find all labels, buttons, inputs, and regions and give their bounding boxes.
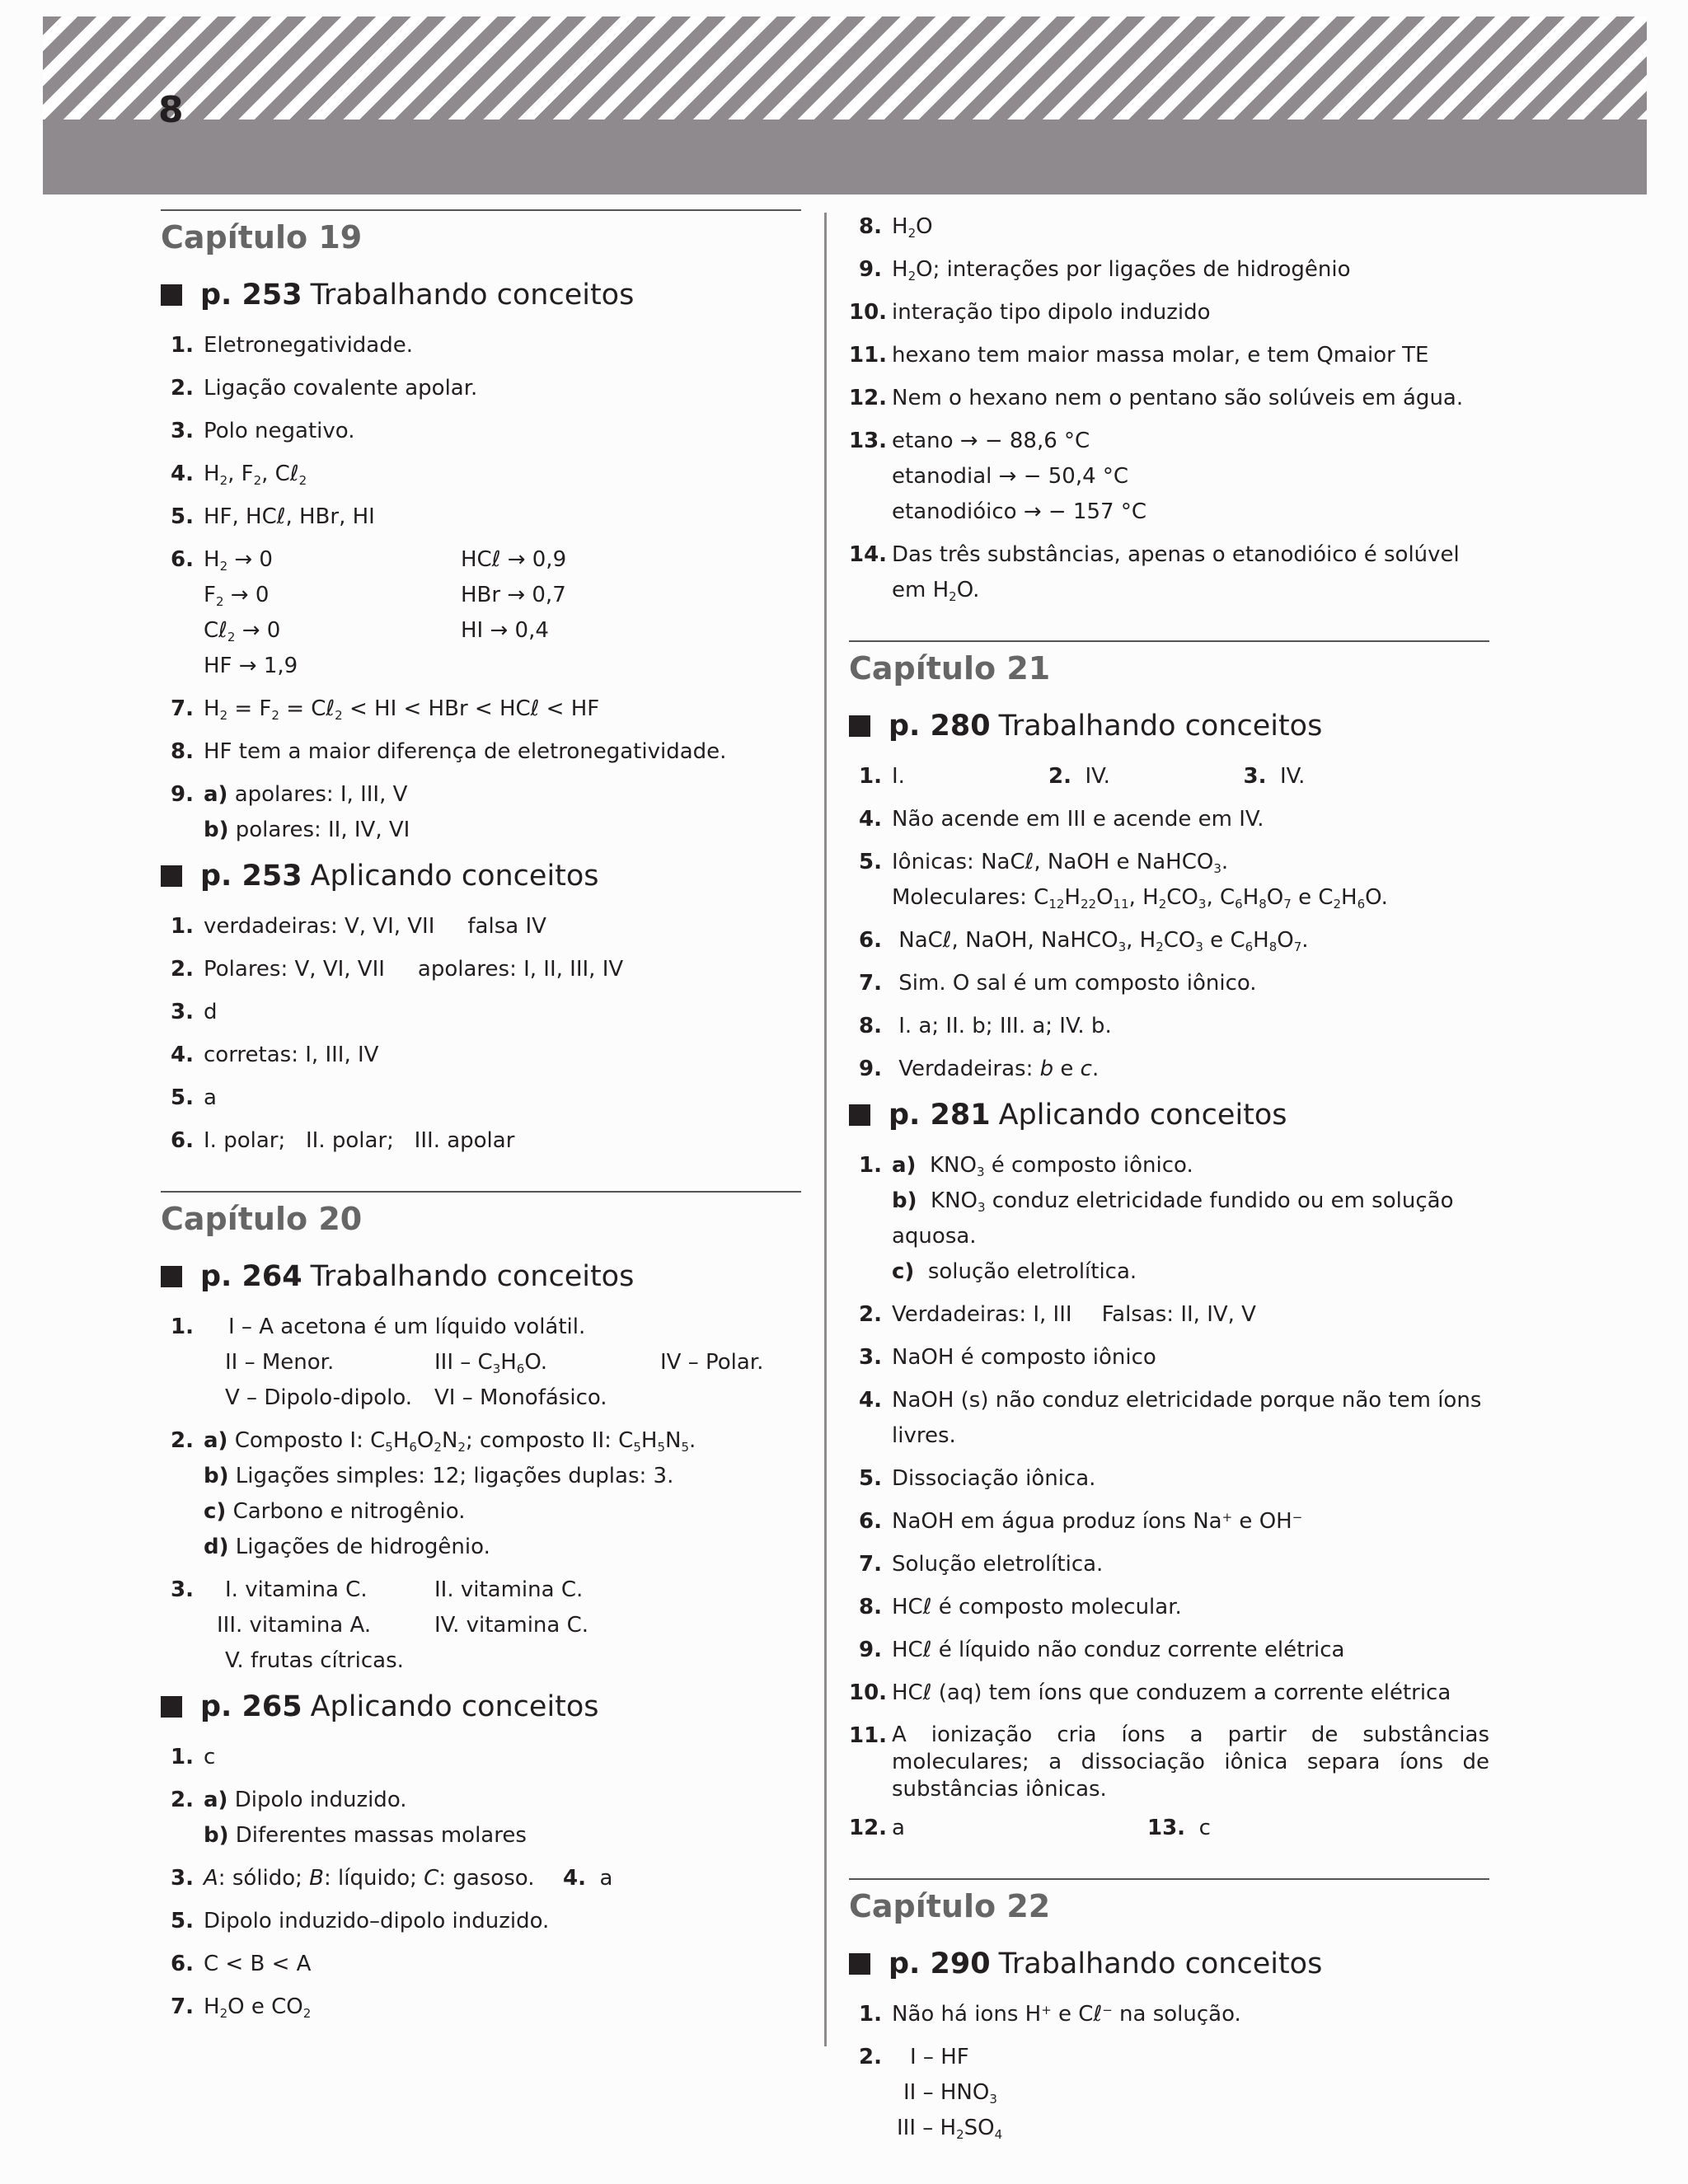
answer-item: 2. a) Dipolo induzido. b) Diferentes massas molares — [171, 1788, 527, 1848]
answer-item: 1. verdadeiras: V, VI, VII falsa IV — [171, 914, 546, 939]
answer-item: 1. Não há ions H+ e Cℓ− na solução. — [859, 2002, 1241, 2027]
answer-item: 2. Verdadeiras: I, III Falsas: II, IV, V — [859, 1302, 1256, 1327]
answer-item: 9. a) apolares: I, III, V b) polares: II, IV, VI — [171, 782, 410, 842]
answer-item: 11. A ionização cria íons a partir de substâncias moleculares; a dissociação iônica separa íons de substâncias iônicas. — [849, 1722, 1489, 1802]
answer-item: 8. HF tem a maior diferença de eletronegatividade. — [171, 739, 727, 764]
answer-item: 10. HCℓ (aq) tem íons que conduzem a corrente elétrica — [849, 1680, 1451, 1705]
answer-item: 2. I – HF II – $HNO_3$ III – $H_2SO_4$ — [859, 2045, 1003, 2142]
header-banner — [43, 16, 1647, 194]
answer-item: 12. Nem o hexano nem o pentano são solúveis em água. — [849, 386, 1464, 410]
answer-item: 9. $H_2O$; interações por ligações de hidrogênio — [859, 257, 1351, 284]
answer-item: 14. Das três substâncias, apenas o etanodióico é solúvel em $H_2O$. — [849, 542, 1460, 604]
answer-item: 11. hexano tem maior massa molar, e tem Qmaior TE — [849, 343, 1429, 368]
chapter-rule — [161, 1191, 801, 1193]
column-divider — [824, 213, 827, 2046]
section-heading: p. 280 Trabalhando conceitos — [849, 708, 1489, 744]
answer-item: 8. $H_2O$ — [859, 214, 933, 241]
answer-item: 6. I. polar; II. polar; III. apolar — [171, 1128, 515, 1153]
answer-item: 5. Dipolo induzido–dipolo induzido. — [171, 1909, 550, 1933]
answer-item: 2. Polares: V, VI, VII apolares: I, II, III, IV — [171, 957, 624, 982]
answer-item: 7. $H_2 = F_2$ = Cℓ$_2$ < HI < HBr < HCℓ < HF — [171, 696, 600, 723]
section-heading: p. 281 Aplicando conceitos — [849, 1097, 1489, 1133]
bullet-square-icon — [161, 284, 182, 306]
bullet-square-icon — [849, 1953, 870, 1975]
bullet-square-icon — [161, 1266, 182, 1287]
answer-item: 4. Não acende em III e acende em IV. — [859, 807, 1264, 832]
section-heading: p. 265 Aplicando conceitos — [161, 1689, 801, 1725]
answer-item: 1. Eletronegatividade. — [171, 333, 414, 358]
answer-item: 4. corretas: I, III, IV — [171, 1043, 379, 1067]
answer-item: 1. I – A acetona é um líquido volátil. II – Menor. III – $C_3H_6O$. IV – Polar. V – Dipolo-dipolo. VI – Monofásico. — [171, 1315, 764, 1410]
answer-item: 1. c — [171, 1745, 216, 1769]
answer-item: 6. NaOH em água produz íons Na+ e OH− — [859, 1509, 1303, 1534]
chapter-title: Capítulo 20 — [161, 1201, 363, 1237]
chapter-title: Capítulo 21 — [849, 650, 1051, 687]
striped-band — [43, 16, 1647, 120]
chapter-rule — [849, 1878, 1489, 1880]
answer-item: 1. a) $KNO_3$ é composto iônico. b) $KNO_3$ conduz eletricidade fundido ou em solução aquosa. c) solução eletrolítica. — [859, 1153, 1454, 1284]
left-column — [161, 209, 801, 2032]
answer-item: 7. Solução eletrolítica. — [859, 1552, 1104, 1577]
chapter-title: Capítulo 22 — [849, 1888, 1051, 1924]
bullet-square-icon — [161, 1696, 182, 1718]
bullet-square-icon — [161, 865, 182, 887]
answer-item: 9. Verdadeiras: b e c. — [859, 1057, 1100, 1081]
right-column — [849, 209, 1489, 2154]
answer-item: 3. I. vitamina C. II. vitamina C. III. vitamina A. IV. vitamina C. V. frutas cítricas. — [171, 1577, 589, 1673]
answer-item: 12. a 13. c — [849, 1816, 1211, 1840]
gray-band — [43, 120, 1647, 194]
answer-item: 6. $H_2 \to 0$ HCℓ → 0,9 $F_2 \to 0$ HBr → 0,7 Cℓ$_2$ → 0 HI → 0,4 HF → 1,9 — [171, 547, 567, 678]
answer-item: 2. Ligação covalente apolar. — [171, 376, 478, 401]
answer-item: 5. a — [171, 1085, 217, 1110]
chapter-title: Capítulo 19 — [161, 219, 363, 255]
section-heading: p. 264 Trabalhando conceitos — [161, 1258, 801, 1295]
chapter-rule — [849, 640, 1489, 642]
answer-item: 5. Dissociação iônica. — [859, 1466, 1096, 1491]
answer-item: 8. I. a; II. b; III. a; IV. b. — [859, 1014, 1112, 1038]
section-page: p. 253 — [200, 279, 302, 312]
answer-item: 1. I. 2. IV. 3. IV. — [859, 764, 1306, 789]
answer-item: 7. Sim. O sal é um composto iônico. — [859, 971, 1257, 996]
bullet-square-icon — [849, 715, 870, 737]
page-number: 8 — [158, 89, 184, 131]
answer-item: 9. HCℓ é líquido não conduz corrente elétrica — [859, 1638, 1345, 1662]
answer-item: 10. interação tipo dipolo induzido — [849, 300, 1211, 325]
answer-item: 8. HCℓ é composto molecular. — [859, 1595, 1182, 1619]
answer-item: 3. d — [171, 1000, 218, 1024]
answer-item: 2. a) Composto I: $C_5H_6O_2N_2$; composto II: $C_5H_5N_5$. b) Ligações simples: 12; ligações duplas: 3. c) Carbono e nitrogênio. d) Ligações de hidrogênio. — [171, 1428, 696, 1559]
answer-item: 3. Polo negativo. — [171, 419, 355, 443]
section-heading: p. 253 Aplicando conceitos — [161, 858, 801, 894]
answer-item: 3. NaOH é composto iônico — [859, 1345, 1156, 1370]
answer-item: 13. etano → − 88,6 °C etanodial → − 50,4 °C etanodióico → − 157 °C — [849, 429, 1146, 524]
section-label: Trabalhando conceitos — [310, 279, 635, 312]
answer-item: 5. HF, HCℓ, HBr, HI — [171, 504, 375, 529]
answer-item: 6. C < B < A — [171, 1952, 312, 1976]
bullet-square-icon — [849, 1104, 870, 1126]
answer-item: 3. A: sólido; B: líquido; C: gasoso. 4. a — [171, 1866, 613, 1891]
section-heading — [161, 277, 801, 313]
answer-item: 4. $H_2$, $F_2$, Cℓ$_2$ — [171, 462, 307, 488]
answer-item: 6. NaCℓ, NaOH, NaHCO$_3$, $H_2CO_3$ e $C_6H_8O_7$. — [859, 928, 1309, 954]
section-heading: p. 290 Trabalhando conceitos — [849, 1946, 1489, 1982]
answer-item: 4. NaOH (s) não conduz eletricidade porque não tem íons livres. — [859, 1388, 1482, 1448]
answer-item: 7. $H_2O$ e $CO_2$ — [171, 1994, 312, 2021]
answer-item: 5. Iônicas: NaCℓ, NaOH e NaHCO$_3$. Moleculares: $C_{12}H_{22}O_{11}$, $H_2CO_3$, $C_6H_8O_7$ e $C_2H_6O$. — [859, 850, 1388, 912]
chapter-rule — [161, 209, 801, 211]
